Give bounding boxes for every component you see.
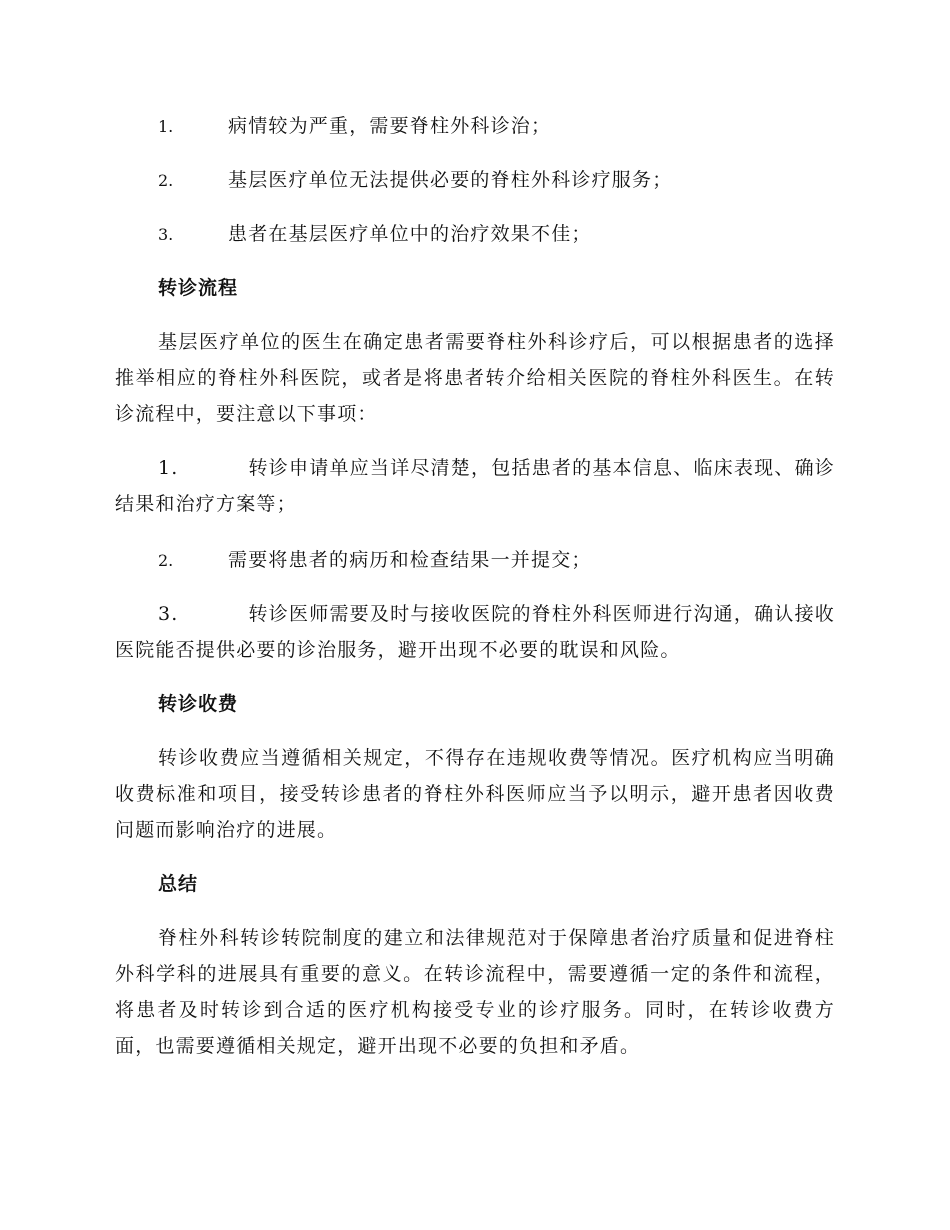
list-number: 1. bbox=[158, 457, 179, 479]
condition-item bbox=[115, 162, 835, 199]
list-number: 3. bbox=[158, 603, 179, 625]
list-number: 2. bbox=[158, 551, 174, 570]
section-heading-summary: 总结 bbox=[158, 873, 199, 895]
section-heading-fees: 转诊收费 bbox=[158, 693, 239, 715]
condition-item bbox=[115, 108, 835, 145]
list-number: 2. bbox=[158, 171, 174, 190]
list-text: 患者在基层医疗单位中的治疗效果不佳； bbox=[228, 223, 592, 245]
list-text: 需要将患者的病历和检查结果一并提交； bbox=[228, 549, 592, 571]
process-item bbox=[115, 542, 835, 579]
list-number: 3. bbox=[158, 225, 174, 244]
fees-paragraph: 转诊收费应当遵循相关规定，不得存在违规收费等情况。医疗机构应当明确收费标准和项目，接受转诊患者的脊柱外科医师应当予以明示，避开患者因收费问题而影响治疗的进展。 bbox=[115, 747, 835, 841]
process-item bbox=[115, 596, 835, 668]
section-heading-process: 转诊流程 bbox=[158, 277, 239, 299]
process-item bbox=[115, 450, 835, 522]
list-text: 转诊医师需要及时与接收医院的脊柱外科医师进行沟通，确认接收医院能否提供必要的诊治服务，避开出现不必要的耽误和风险。 bbox=[115, 603, 835, 661]
condition-item bbox=[115, 216, 835, 253]
list-text: 转诊申请单应当详尽清楚，包括患者的基本信息、临床表现、确诊结果和治疗方案等； bbox=[115, 457, 835, 515]
summary-paragraph: 脊柱外科转诊转院制度的建立和法律规范对于保障患者治疗质量和促进脊柱外科学科的进展具有重要的意义。在转诊流程中，需要遵循一定的条件和流程，将患者及时转诊到合适的医疗机构接受专业的诊疗服务。同时，在转诊收费方面，也需要遵循相关规定，避开出现不必要的负担和矛盾。 bbox=[115, 927, 835, 1057]
list-text: 病情较为严重，需要脊柱外科诊治； bbox=[228, 115, 552, 137]
list-text: 基层医疗单位无法提供必要的脊柱外科诊疗服务； bbox=[228, 169, 673, 191]
process-intro-paragraph: 基层医疗单位的医生在确定患者需要脊柱外科诊疗后，可以根据患者的选择推举相应的脊柱外科医院，或者是将患者转介给相关医院的脊柱外科医生。在转诊流程中，要注意以下事项： bbox=[115, 331, 835, 425]
list-number: 1. bbox=[158, 117, 174, 136]
